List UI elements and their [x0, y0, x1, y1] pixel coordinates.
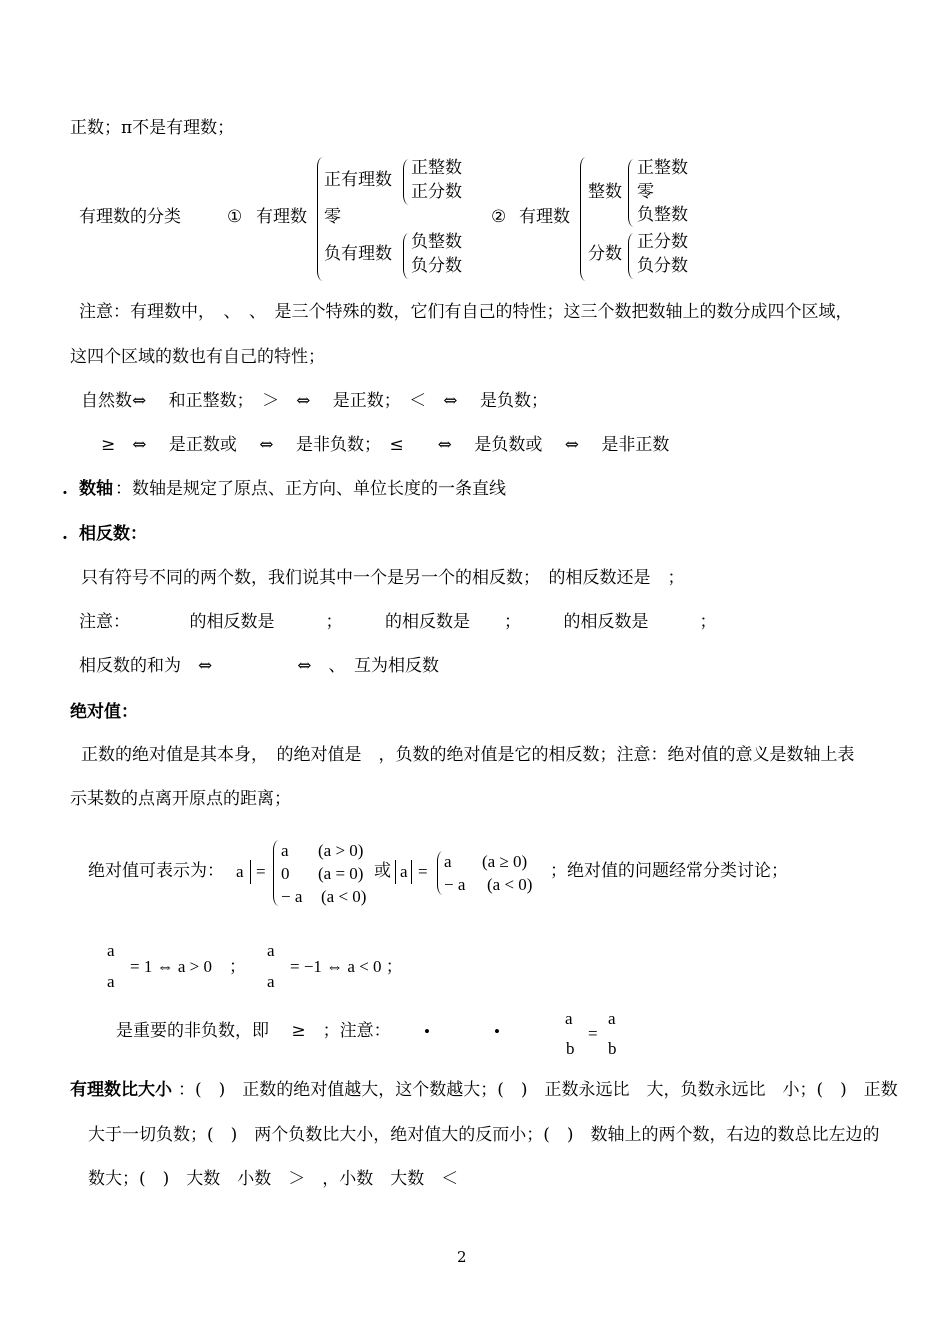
note-special-numbers-cont: 这四个区域的数也有自己的特性；: [70, 347, 325, 367]
scheme1-zero: 零: [324, 207, 341, 227]
scheme1-main-brace: [317, 157, 324, 281]
abs-definition: 正数的绝对值是其本身， 的绝对值是 ，负数的绝对值是它的相反数；注意：绝对值的意义是数轴上表: [81, 745, 855, 765]
case1-condition: (a > 0): [318, 841, 364, 860]
axis-definition: ：数轴是规定了原点、正方向、单位长度的一条直线: [115, 479, 506, 499]
scheme1-negative-fraction: 负分数: [411, 256, 462, 276]
scheme2-zero: 零: [637, 182, 654, 202]
case5-value: − a: [444, 875, 466, 894]
case3-value: − a: [281, 887, 303, 906]
frac2-numerator: a: [267, 941, 275, 960]
abs-heading: 绝对值：: [70, 702, 138, 722]
case1-value: a: [281, 841, 289, 860]
case2-condition: (a = 0): [318, 864, 364, 883]
abs-bar: [250, 860, 251, 884]
case3-condition: (a < 0): [321, 887, 367, 906]
non-negative-note: 是重要的非负数，即 ≥ ；注意：: [116, 1021, 391, 1041]
scheme2-integer: 整数: [588, 182, 622, 202]
frac1-numerator: a: [107, 941, 115, 960]
piecewise-brace-2: [437, 851, 443, 895]
natural-number-line: 自然数⇔ 和正整数； ＞ ⇔ 是正数； ＜ ⇔ 是负数；: [81, 391, 548, 411]
opposite-note: 注意： 的相反数是 ； 的相反数是 ； 的相反数是 ；: [79, 612, 717, 632]
scheme2-main-brace: [580, 157, 587, 281]
dot-one: •: [424, 1022, 430, 1041]
abs-definition-cont: 示某数的点离开原点的距离；: [70, 789, 291, 809]
scheme1-positive-integer: 正整数: [411, 158, 462, 178]
note-special-numbers: 注意：有理数中， 、 、 是三个特殊的数，它们有自己的特性；这三个数把数轴上的数分成四个区域，: [79, 302, 853, 322]
comparison-rules-2: 大于一切负数；( ) 两个负数比大小，绝对值大的反而小；( ) 数轴上的两个数，右边的数总比左边的: [88, 1125, 880, 1145]
opposite-definition: 只有符号不同的两个数，我们说其中一个是另一个的相反数； 的相反数还是 ；: [81, 568, 685, 588]
non-negative-line: ≥ ⇔ 是正数或 ⇔ 是非负数； ≤ ⇔ 是负数或 ⇔ 是非正数: [101, 435, 670, 455]
frac1-rest: = 1 ⇔ a > 0 ；: [130, 957, 246, 976]
case2-value: 0: [281, 864, 290, 883]
scheme2-positive-integer: 正整数: [637, 158, 688, 178]
case4-condition: (a ≥ 0): [482, 852, 528, 871]
frac3-denominator: b: [566, 1039, 575, 1058]
opposite-heading: 相反数：: [79, 524, 147, 544]
frac3-numerator: a: [565, 1009, 573, 1028]
scheme2-fraction: 分数: [588, 244, 622, 264]
scheme1-marker: ①: [227, 207, 243, 227]
text-line-pi: 正数；π不是有理数；: [70, 118, 235, 138]
axis-bullet: .: [62, 479, 68, 499]
comparison-rules-1: ：( ) 正数的绝对值越大，这个数越大；( ) 正数永远比 大，负数永远比 小；( ) 正数: [178, 1080, 898, 1100]
scheme2-marker: ②: [491, 207, 507, 227]
abs-bar-left: [395, 860, 396, 884]
case4-value: a: [444, 852, 452, 871]
abs-equals2: =: [418, 862, 428, 881]
scheme2-negative-integer: 负整数: [637, 205, 688, 225]
scheme2-negative-fraction: 负分数: [637, 256, 688, 276]
abs-tail: ；绝对值的问题经常分类讨论；: [550, 861, 788, 881]
opposite-sum: 相反数的和为 ⇔ ⇔ 、 互为相反数: [79, 656, 439, 676]
abs-bar-right: [411, 860, 412, 884]
abs-equals: =: [256, 862, 266, 881]
scheme1-positive: 正有理数: [324, 170, 392, 190]
scheme1-negative-integer: 负整数: [411, 232, 462, 252]
comparison-heading: 有理数比大小: [70, 1080, 172, 1100]
frac2-denominator: a: [267, 972, 275, 991]
scheme1-negative-brace: [403, 233, 409, 279]
scheme1-positive-brace: [403, 159, 409, 205]
frac-equals: =: [588, 1024, 598, 1043]
scheme2-fraction-brace: [628, 233, 634, 279]
or-text: 或: [374, 861, 391, 881]
case5-condition: (a < 0): [487, 875, 533, 894]
comparison-rules-3: 数大；( ) 大数 小数 ＞ ，小数 大数 ＜: [88, 1169, 459, 1189]
scheme2-positive-fraction: 正分数: [637, 232, 688, 252]
scheme1-negative: 负有理数: [324, 244, 392, 264]
abs-var-a: a: [236, 862, 244, 881]
page-number: 2: [457, 1248, 467, 1266]
opposite-bullet: .: [62, 524, 68, 544]
piecewise-brace-1: [273, 840, 279, 906]
abs-var-a2: a: [400, 862, 408, 881]
classification-label: 有理数的分类: [79, 207, 181, 227]
abs-representation-label: 绝对值可表示为：: [88, 861, 224, 881]
frac4-numerator: a: [608, 1009, 616, 1028]
scheme2-root: 有理数: [519, 207, 570, 227]
scheme1-positive-fraction: 正分数: [411, 182, 462, 202]
axis-heading: 数轴: [79, 479, 113, 499]
scheme1-root: 有理数: [256, 207, 307, 227]
frac4-denominator: b: [608, 1039, 617, 1058]
dot-two: •: [494, 1022, 500, 1041]
frac1-denominator: a: [107, 972, 115, 991]
scheme2-integer-brace: [628, 159, 634, 227]
frac2-rest: = −1 ⇔ a < 0 ；: [290, 957, 403, 976]
